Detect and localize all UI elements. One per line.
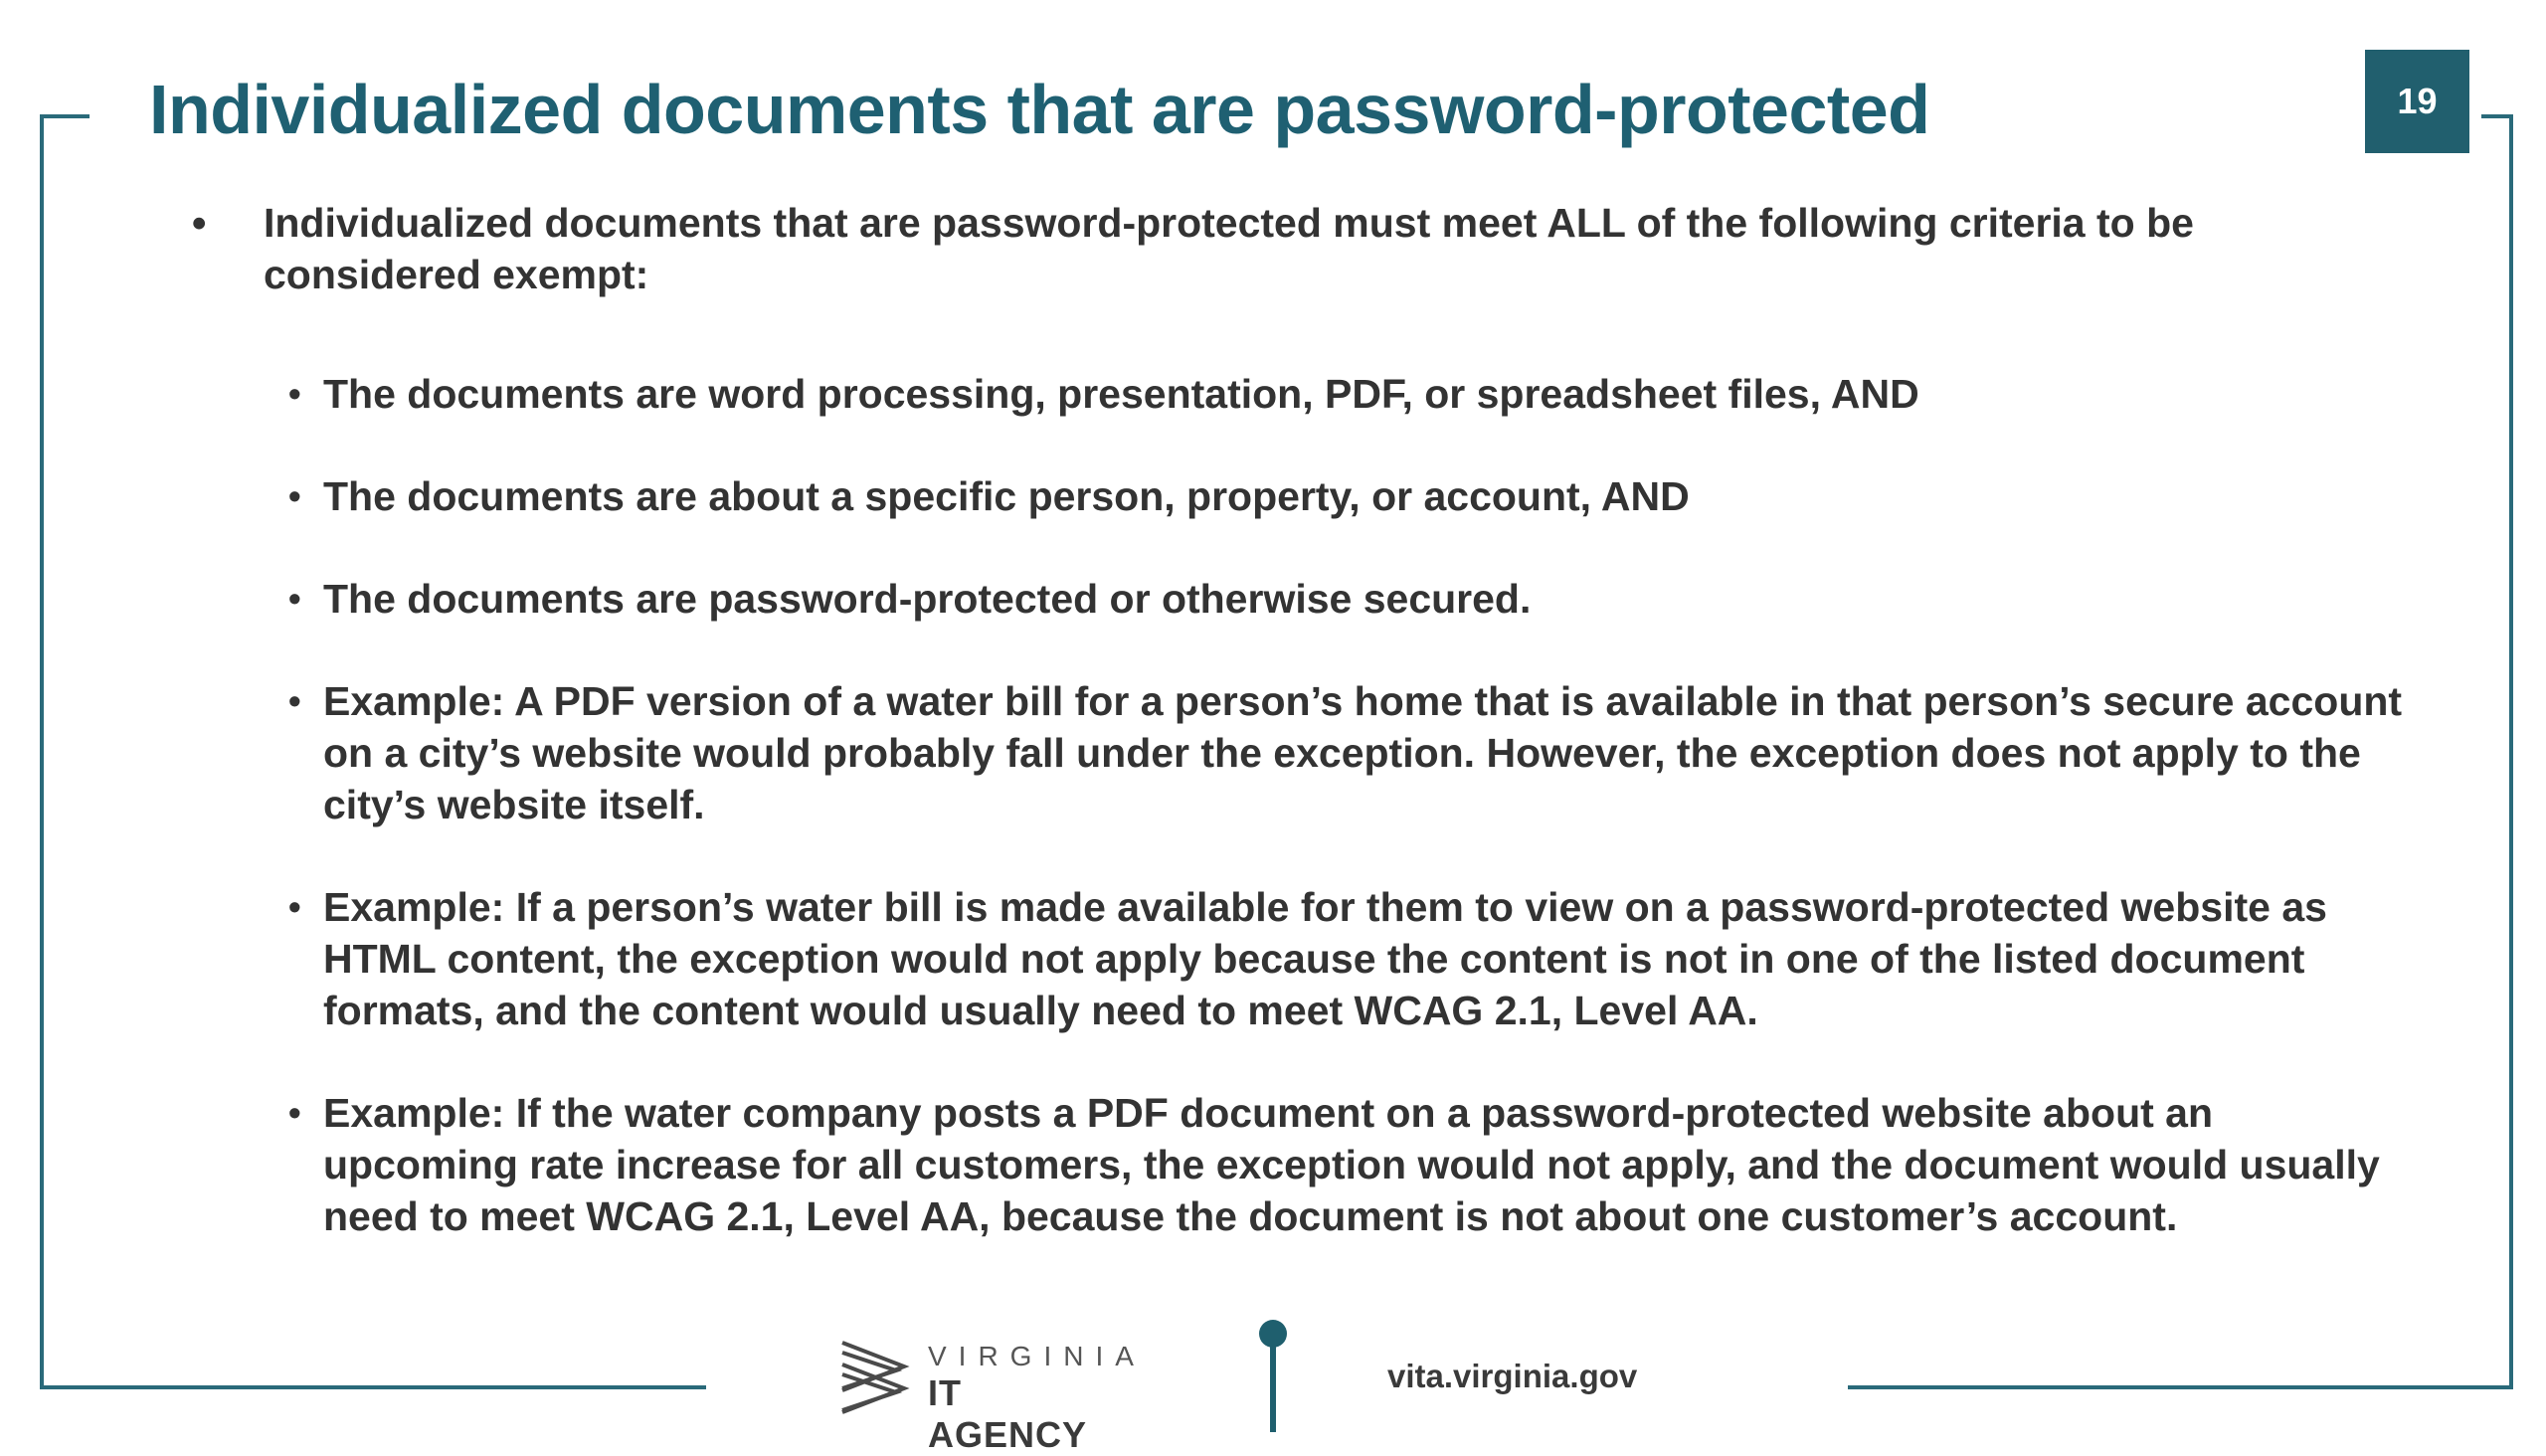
list-item	[283, 470, 2412, 522]
virginia-it-agency-logo-icon	[840, 1337, 910, 1418]
list-item	[283, 573, 2412, 625]
bullet-marker: •	[288, 680, 301, 721]
logo-text-virginia: VIRGINIA	[928, 1341, 1146, 1371]
frame-bottom-left-line	[40, 1385, 706, 1389]
frame-top-left-tick	[40, 114, 90, 118]
list-item-text: The documents are about a specific person, property, or account, AND	[323, 473, 1690, 519]
bullet-marker: •	[192, 200, 207, 246]
list-item-text: The documents are word processing, presentation, PDF, or spreadsheet files, AND	[323, 371, 1919, 417]
lead-bullet	[184, 197, 2412, 300]
footer-url: vita.virginia.gov	[1387, 1358, 1638, 1394]
bullet-marker: •	[288, 475, 301, 516]
list-item-text: Example: If the water company posts a PDF document on a password-protected website about an upcoming rate increase for all customers, the exception would not apply, and the document would usually need to meet WCAG 2.1, Level AA, because the document is not about one customer’s account.	[323, 1090, 2380, 1239]
bullet-marker: •	[288, 886, 301, 927]
list-item-text: Example: If a person’s water bill is made available for them to view on a password-protected website as HTML content, the exception would not apply because the content is not in one of the listed document formats, and the content would usually need to meet WCAG 2.1, Level AA.	[323, 884, 2327, 1033]
bullet-marker: •	[288, 578, 301, 619]
virginia-it-agency-logo	[840, 1333, 1146, 1455]
bullet-marker: •	[288, 373, 301, 414]
list-item	[283, 1087, 2412, 1242]
frame-left-line	[40, 114, 44, 1388]
frame-right-line	[2509, 114, 2513, 1389]
frame-bottom-right-line	[1848, 1385, 2513, 1389]
page-number-badge	[2365, 50, 2469, 153]
slide-content	[184, 197, 2412, 1239]
list-item	[283, 881, 2412, 1036]
logo-text-it-agency: IT AGENCY	[928, 1372, 1088, 1455]
map-pin-icon	[1257, 1318, 1289, 1432]
bullet-marker: •	[288, 1092, 301, 1133]
page-number: 19	[2397, 81, 2438, 121]
lead-text: Individualized documents that are password-protected must meet ALL of the following criteria to be considered exempt:	[264, 200, 2194, 297]
list-item-text: Example: A PDF version of a water bill for a person’s home that is available in that person’s secure account on a city’s website would probably fall under the exception. However, the exception does not apply to the city’s website itself.	[323, 678, 2403, 827]
list-item	[283, 368, 2412, 420]
list-item	[283, 675, 2412, 830]
criteria-list	[283, 368, 2412, 1293]
slide-title: Individualized documents that are password-protected	[149, 71, 1930, 148]
list-item-text: The documents are password-protected or otherwise secured.	[323, 576, 1532, 622]
